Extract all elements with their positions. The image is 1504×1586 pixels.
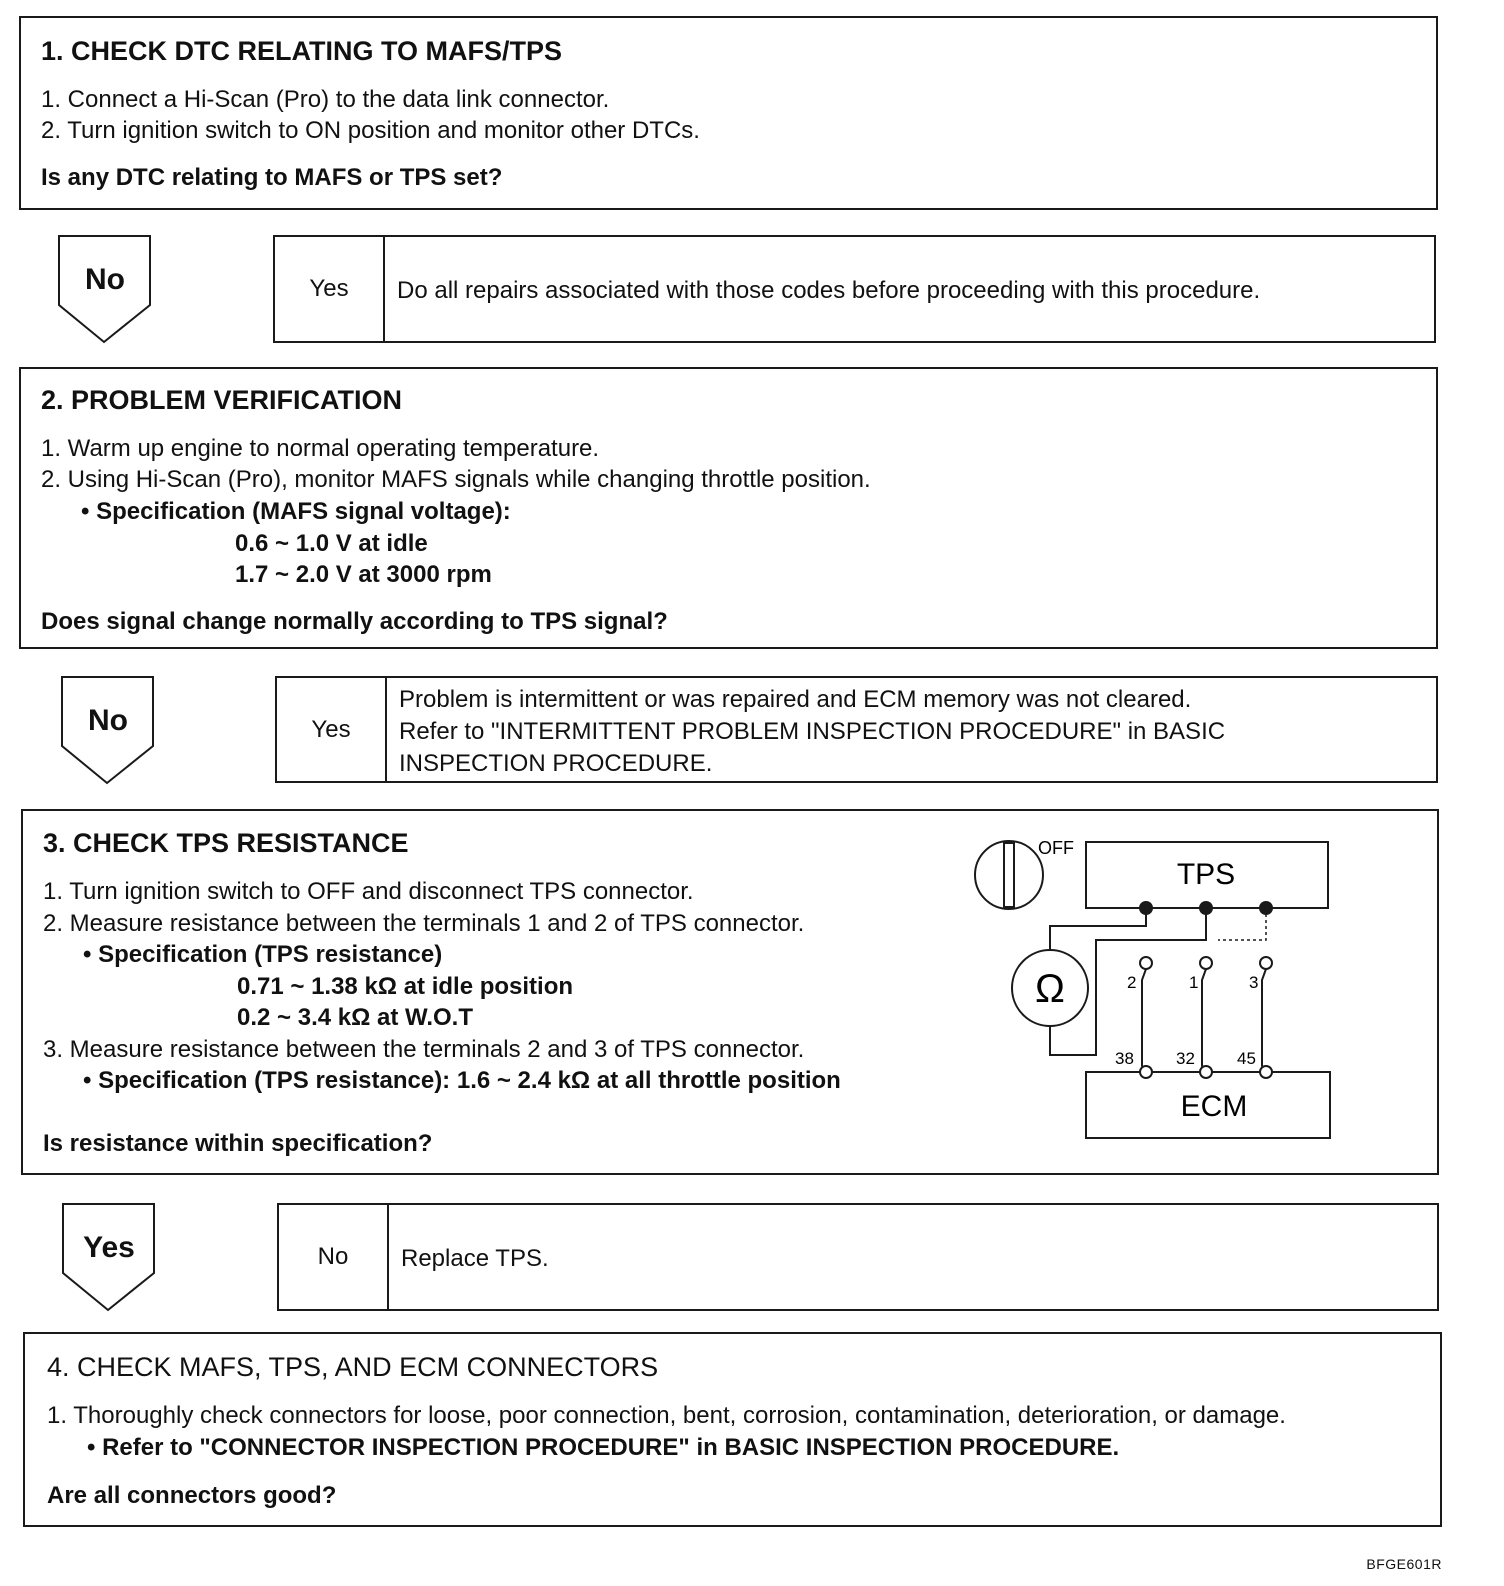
step2-spec-label: • Specification (MAFS signal voltage):: [81, 498, 511, 525]
step3-spec1-value-2: 0.2 ~ 3.4 kΩ at W.O.T: [237, 1004, 474, 1031]
tps-wiring-diagram: [960, 828, 1340, 1153]
yes-response-1-message: Do all repairs associated with those codes before proceeding with this procedure.: [397, 277, 1261, 304]
tps-pin-2: 2: [1127, 973, 1137, 992]
no-response-3: [277, 1203, 1439, 1311]
step2-question: Does signal change normally according to TPS signal?: [41, 608, 668, 635]
step3-spec1-label: • Specification (TPS resistance): [83, 941, 443, 968]
yes-response-1-key: Yes: [275, 237, 385, 341]
ecm-pin-38: 38: [1115, 1049, 1134, 1068]
step1-line-1: 1. Connect a Hi-Scan (Pro) to the data link connector.: [41, 86, 610, 113]
step2-title: 2. PROBLEM VERIFICATION: [41, 385, 403, 415]
ecm-pin-32: 32: [1176, 1049, 1195, 1068]
yes-arrow-3-label: Yes: [83, 1231, 135, 1264]
switch-off-label: OFF: [1038, 838, 1074, 858]
no-arrow-1-label: No: [85, 263, 125, 296]
yes-response-2-line-3: INSPECTION PROCEDURE.: [399, 750, 713, 777]
no-response-3-message: Replace TPS.: [401, 1245, 549, 1272]
step2-box: [19, 367, 1438, 649]
yes-response-1: [273, 235, 1436, 343]
step3-question: Is resistance within specification?: [43, 1130, 433, 1157]
step1-question: Is any DTC relating to MAFS or TPS set?: [41, 164, 503, 191]
yes-response-2: [275, 676, 1438, 783]
no-arrow-2: [61, 676, 155, 786]
step3-line-2: 2. Measure resistance between the terminals 1 and 2 of TPS connector.: [43, 910, 805, 937]
yes-response-2-message: [399, 684, 1426, 780]
step1-box: [19, 16, 1438, 210]
ecm-pin-45: 45: [1237, 1049, 1256, 1068]
no-arrow-2-label: No: [88, 704, 128, 737]
tps-pin-1: 1: [1189, 973, 1199, 992]
step4-question: Are all connectors good?: [47, 1482, 337, 1509]
ohmmeter-symbol: Ω: [1035, 967, 1065, 1011]
no-response-3-key: No: [279, 1205, 389, 1309]
step3-spec2: • Specification (TPS resistance): 1.6 ~ 2.4 kΩ at all throttle position: [83, 1067, 841, 1094]
tps-pin-3: 3: [1249, 973, 1259, 992]
step4-line-1: 1. Thoroughly check connectors for loose, poor connection, bent, corrosion, contamination, deterioration, or damage.: [47, 1402, 1286, 1429]
yes-response-2-key: Yes: [277, 678, 387, 781]
step2-spec-value-2: 1.7 ~ 2.0 V at 3000 rpm: [235, 561, 492, 588]
step1-line-2: 2. Turn ignition switch to ON position and monitor other DTCs.: [41, 117, 700, 144]
figure-code: BFGE601R: [1366, 1556, 1442, 1572]
step1-title: 1. CHECK DTC RELATING TO MAFS/TPS: [41, 36, 563, 66]
step2-spec-value-1: 0.6 ~ 1.0 V at idle: [235, 530, 428, 557]
step3-line-3: 3. Measure resistance between the terminals 2 and 3 of TPS connector.: [43, 1036, 805, 1063]
step3-title: 3. CHECK TPS RESISTANCE: [43, 828, 409, 858]
step2-line-1: 1. Warm up engine to normal operating temperature.: [41, 435, 600, 462]
step4-title: 4. CHECK MAFS, TPS, AND ECM CONNECTORS: [47, 1352, 659, 1382]
yes-arrow-3: [62, 1203, 156, 1313]
no-arrow-1: [58, 235, 152, 345]
step3-line-1: 1. Turn ignition switch to OFF and disconnect TPS connector.: [43, 878, 694, 905]
ignition-switch-icon: [975, 841, 1043, 909]
step3-spec1-value-1: 0.71 ~ 1.38 kΩ at idle position: [237, 973, 574, 1000]
step4-bullet: • Refer to "CONNECTOR INSPECTION PROCEDURE" in BASIC INSPECTION PROCEDURE.: [87, 1434, 1120, 1461]
tps-label: TPS: [1176, 858, 1236, 891]
step4-box: [23, 1332, 1442, 1527]
step2-line-2: 2. Using Hi-Scan (Pro), monitor MAFS signals while changing throttle position.: [41, 466, 871, 493]
ohmmeter-icon: [1012, 950, 1088, 1026]
yes-response-2-line-2: Refer to "INTERMITTENT PROBLEM INSPECTION PROCEDURE" in BASIC: [399, 718, 1226, 745]
yes-response-2-line-1: Problem is intermittent or was repaired and ECM memory was not cleared.: [399, 686, 1192, 713]
ecm-label: ECM: [1180, 1090, 1248, 1123]
